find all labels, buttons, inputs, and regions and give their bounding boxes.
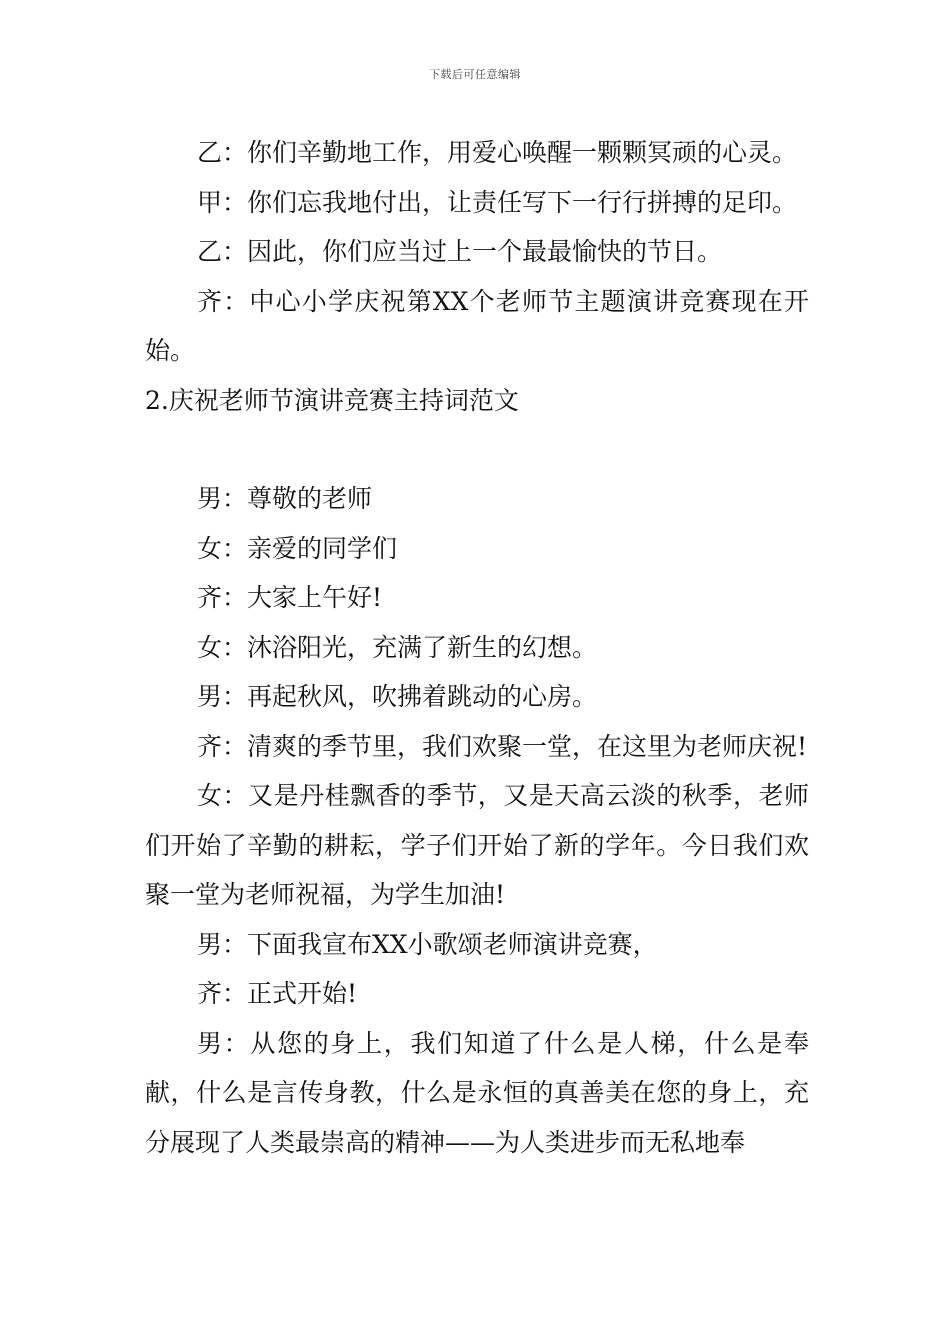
blank-line [145, 425, 809, 474]
paragraph-yi-2: 乙：因此，你们应当过上一个最最愉快的节日。 [197, 237, 723, 266]
paragraph-nan-4: 男：从您的身上，我们知道了什么是人梯，什么是奉献，什么是言传身教，什么是永恒的真善美在您的身上，充分展现了人类最崇高的精神——为人类进步而无私地奉 [145, 1028, 809, 1157]
paragraph-nv-3: 女：又是丹桂飘香的季节，又是天高云淡的秋季，老师们开始了辛勤的耕耘，学子们开始了新的学年。今日我们欢聚一堂为老师祝福，为学生加油! [145, 781, 809, 909]
paragraph-nv-1: 女：亲爱的同学们 [197, 533, 398, 563]
page-header: 下载后可任意编辑 [429, 68, 521, 81]
paragraph-nan-1: 男：尊敬的老师 [197, 484, 373, 513]
paragraph-qi-opening: 齐：中心小学庆祝第XX个老师节主题演讲竞赛现在开始。 [145, 286, 809, 365]
section-heading: 2.庆祝老师节演讲竞赛主持词范文 [145, 385, 519, 415]
paragraph-qi-3: 齐：正式开始! [197, 979, 358, 1008]
document-body [145, 128, 809, 1167]
paragraph-nan-2: 男：再起秋风，吹拂着跳动的心房。 [197, 682, 598, 711]
paragraph-nan-3: 男：下面我宣布XX小歌颂老师演讲竞赛， [197, 929, 658, 959]
paragraph-jia-1: 甲：你们忘我地付出，让责任写下一行行拼搏的足印。 [197, 187, 798, 217]
paragraph-nv-2: 女：沐浴阳光，充满了新生的幻想。 [197, 632, 598, 662]
paragraph-qi-2: 齐：清爽的季节里，我们欢聚一堂，在这里为老师庆祝! [197, 731, 808, 761]
paragraph-yi-1: 乙：你们辛勤地工作，用爱心唤醒一颗颗冥顽的心灵。 [197, 138, 798, 167]
paragraph-qi-1: 齐：大家上午好! [197, 583, 383, 612]
